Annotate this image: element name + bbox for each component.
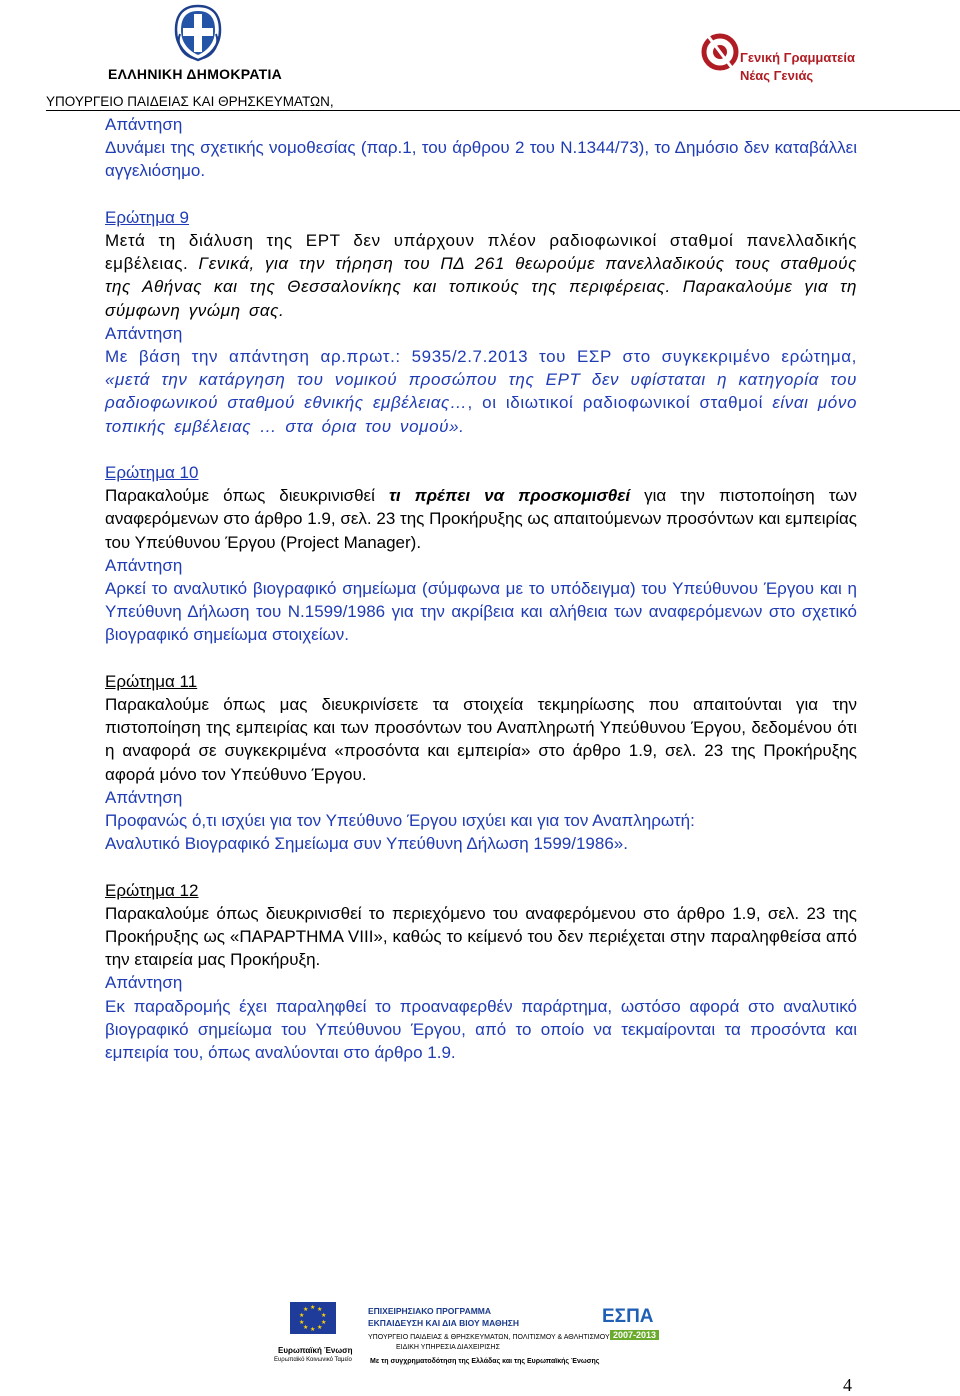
question-text: Παρακαλούμε όπως διευκρινισθεί το περιεχόμενο του αναφερόμενου στο άρθρο 1.9, σελ. 23 της Προκήρυξης ως «ΠΑΡΑΡΤΗΜΑ VIII», καθώς το κείμενό του δεν περιέχεται στην παραληφθείσα από την εταιρεία μας Προκήρυξη.: [105, 903, 857, 970]
question-text: [105, 229, 857, 322]
question-text-italic: Γενικά, για την τήρηση του ΠΔ 261 θεωρούμε πανελλαδικούς τους σταθμούς της Αθήνας και της Θεσσαλονίκης και τοπικούς της περιφέρειας. Παρακαλούμε για τη σύμφωνη γνώμη σας.: [105, 254, 857, 320]
answer-text: [105, 345, 857, 438]
question-text-plain: Μετά τη διάλυση της ΕΡΤ δεν υπάρχουν πλέον ραδιοφωνικοί σταθμοί πανελλαδικής εμβέλειας.: [105, 231, 857, 274]
answer-quote-2: είναι μόνο τοπικής εμβέλειας … στα όρια του νομού».: [105, 393, 857, 436]
answer-label: Απάντηση: [105, 555, 183, 575]
gsny-title: Γενική Γραμματεία: [740, 50, 855, 65]
espa-years: 2007-2013: [610, 1330, 659, 1340]
question-text-2: για την πιστοποίηση των αναφερόμενων στο άρθρο 1.9, σελ. 23 της Προκήρυξης ως απαιτούμενων προσόντων και εμπειρίας του Υπεύθυνου Έργου (Project Manager).: [105, 486, 858, 552]
page-number: 4: [843, 1375, 852, 1395]
espa-logo: ΕΣΠΑ: [602, 1306, 654, 1327]
page-footer: [0, 1290, 960, 1370]
answer-label: Απάντηση: [105, 323, 183, 343]
answer-text-line-1: Προφανώς ό,τι ισχύει για τον Υπεύθυνο Έργου ισχύει και για τον Αναπληρωτή:: [105, 811, 695, 831]
answer-text: Δυνάμει της σχετικής νομοθεσίας (παρ.1, του άρθρου 2 του Ν.1344/73), το Δημόσιο δεν καταβάλλει αγγελιόσημο.: [105, 138, 857, 181]
page-header: [0, 0, 960, 112]
answer-text-plain-2: , οι ιδιωτικοί ραδιοφωνικοί σταθμοί: [467, 393, 773, 413]
ep-ministry: ΥΠΟΥΡΓΕΙΟ ΠΑΙΔΕΙΑΣ & ΘΡΗΣΚΕΥΜΑΤΩΝ, ΠΟΛΙΤΙΣΜΟΥ & ΑΘΛΗΤΙΣΜΟΥ: [368, 1334, 610, 1341]
answer-text-line-2: Αναλυτικό Βιογραφικό Σημείωμα συν Υπεύθυνη Δήλωση 1599/1986».: [105, 834, 628, 854]
answer-text-plain: Με βάση την απάντηση αρ.πρωτ.: 5935/2.7.2013 του ΕΣΡ στο συγκεκριμένο ερώτημα,: [105, 347, 857, 367]
question-text-bold: τι πρέπει να προσκομισθεί: [388, 486, 631, 506]
government-name: ΕΛΛΗΝΙΚΗ ΔΗΜΟΚΡΑΤΙΑ: [108, 66, 283, 82]
question-text-1: Παρακαλούμε όπως διευκρινισθεί: [105, 486, 389, 506]
header-divider: [46, 110, 960, 111]
ep-subtitle: ΕΚΠΑΙΔΕΥΣΗ ΚΑΙ ΔΙΑ ΒΙΟΥ ΜΑΘΗΣΗ: [368, 1318, 520, 1328]
answer-label: Απάντηση: [105, 787, 183, 807]
answer-quote-1: «μετά την κατάργηση του νομικού προσώπου της ΕΡΤ δεν υφίσταται η κατηγορία του ραδιοφωνικού σταθμού εθνικής εμβέλειας…: [105, 370, 857, 413]
answer-label: Απάντηση: [105, 973, 183, 993]
eu-label: Ευρωπαϊκή Ένωση: [278, 1346, 353, 1355]
question-text: Παρακαλούμε όπως μας διευκρινίσετε τα στοιχεία τεκμηρίωσης που απαιτούνται για την πιστοποίηση της εμπειρίας και των προσόντων του Αναπληρωτή Υπεύθυνου Έργου, δεδομένου ότι η αναφορά σε συγκεκριμένα «προσόντα και εμπειρία» στο άρθρο 1.9, σελ. 23 της Προκήρυξης αφορά μόνο τον Υπεύθυνο Έργου.: [105, 695, 857, 784]
answer-text: Αρκεί το αναλυτικό βιογραφικό σημείωμα (σύμφωνα με το υπόδειγμα) του Υπεύθυνου Έργου και η Υπεύθυνη Δήλωση του Ν.1599/1986 για την ακρίβεια και αλήθεια των αναφερόμενων στο σχετικό βιογραφικό σημείωμα στοιχείων.: [105, 579, 857, 645]
esf-label: Ευρωπαϊκό Κοινωνικό Ταμείο: [274, 1357, 352, 1363]
question-title: Ερώτημα 12: [105, 880, 199, 900]
ep-title: ΕΠΙΧΕΙΡΗΣΙΑΚΟ ΠΡΟΓΡΑΜΜΑ: [368, 1306, 492, 1316]
question-text: [105, 484, 857, 554]
question-title: Ερώτημα 11: [105, 671, 198, 691]
question-title: Ερώτημα 10: [105, 463, 199, 483]
answer-text: Εκ παραδρομής έχει παραληφθεί το προαναφερθέν παράρτημα, ωστόσο αφορά στο αναλυτικό βιογραφικό σημείωμα του Υπεύθυνου Έργου, από το οποίο να τεκμαίρονται τα προσόντα και εμπειρία του, όπως αναλύονται στο άρθρο 1.9.: [105, 996, 857, 1063]
cofunding-note: Με τη συγχρηματοδότηση της Ελλάδας και της Ευρωπαϊκής Ένωσης: [370, 1358, 600, 1365]
gsny-subtitle: Νέας Γενιάς: [740, 68, 814, 83]
greek-emblem-icon: [172, 4, 224, 62]
ministry-name: ΥΠΟΥΡΓΕΙΟ ΠΑΙΔΕΙΑΣ ΚΑΙ ΘΡΗΣΚΕΥΜΑΤΩΝ,: [46, 94, 334, 109]
question-title: Ερώτημα 9: [105, 207, 190, 227]
document-body: [105, 113, 857, 1064]
ep-service: ΕΙΔΙΚΗ ΥΠΗΡΕΣΙΑ ΔΙΑΧΕΙΡΙΣΗΣ: [396, 1344, 500, 1351]
answer-label: Απάντηση: [105, 115, 183, 134]
eu-flag-icon: ★ ★ ★ ★ ★ ★ ★ ★ ★ ★: [290, 1302, 336, 1334]
